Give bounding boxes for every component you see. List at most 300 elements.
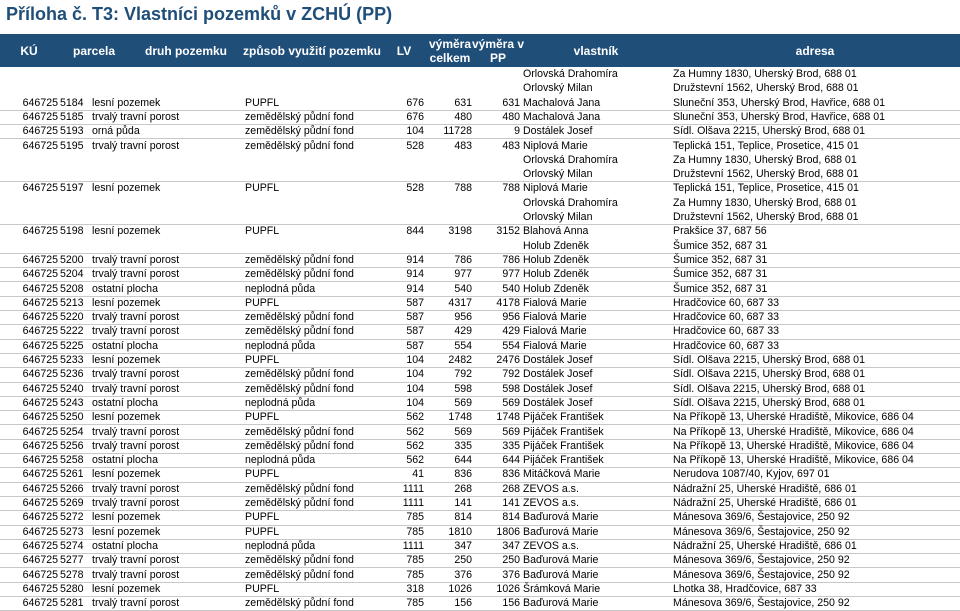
cell-vlastnik: Dostálek Josef bbox=[523, 125, 593, 138]
table-row bbox=[0, 124, 960, 139]
cell-lv: 318 bbox=[406, 582, 424, 595]
cell-lv: 785 bbox=[406, 597, 424, 610]
cell-ku: 646725 bbox=[22, 497, 58, 509]
cell-druh: orná půda bbox=[92, 125, 140, 138]
cell-ku: 646725 bbox=[22, 482, 58, 495]
cell-vyuziti: PUPFL bbox=[245, 225, 280, 238]
cell-adresa: Na Příkopě 13, Uherské Hradiště, Mikovice, 686 04 bbox=[673, 439, 914, 452]
cell-pp bbox=[474, 67, 520, 81]
cell-parcela: 5256 bbox=[60, 439, 84, 452]
cell-pp: 786 bbox=[502, 253, 520, 266]
cell-vyuziti bbox=[245, 210, 381, 224]
cell-lv bbox=[382, 239, 424, 253]
cell-druh: trvalý travní porost bbox=[92, 325, 180, 338]
cell-ku: 646725 bbox=[22, 368, 58, 381]
cell-ku: 646725 bbox=[22, 396, 58, 409]
header-vymera-pp-line1: výměra v bbox=[471, 36, 525, 51]
cell-parcela: 5266 bbox=[60, 482, 84, 495]
cell-druh: trvalý travní porost bbox=[92, 554, 180, 567]
table-row bbox=[0, 339, 960, 354]
header-parcela: parcela bbox=[72, 43, 116, 58]
cell-adresa: Sídl. Olšava 2215, Uherský Brod, 688 01 bbox=[673, 125, 865, 138]
cell-celkem: 569 bbox=[454, 396, 472, 409]
cell-adresa: Šumice 352, 687 31 bbox=[673, 268, 768, 281]
cell-lv bbox=[382, 210, 424, 224]
cell-adresa: Za Humny 1830, Uherský Brod, 688 01 bbox=[673, 196, 857, 209]
cell-adresa: Hradčovice 60, 687 33 bbox=[673, 339, 780, 352]
cell-lv: 914 bbox=[406, 253, 424, 266]
cell-ku: 646725 bbox=[22, 511, 58, 524]
cell-vlastnik: ZEVOS a.s. bbox=[523, 497, 579, 509]
table-row bbox=[0, 382, 960, 397]
cell-pp: 554 bbox=[502, 339, 520, 352]
cell-lv: 104 bbox=[406, 354, 424, 366]
cell-lv: 587 bbox=[406, 296, 424, 309]
cell-druh: lesní pozemek bbox=[92, 296, 161, 309]
cell-pp bbox=[474, 196, 520, 210]
table-row bbox=[0, 67, 960, 81]
cell-celkem: 554 bbox=[454, 339, 472, 352]
cell-adresa: Mánesova 369/6, Šestajovice, 250 92 bbox=[673, 597, 850, 610]
cell-druh: ostatní plocha bbox=[92, 339, 158, 352]
cell-celkem bbox=[426, 210, 472, 224]
cell-vlastnik: Baďurová Marie bbox=[523, 568, 599, 581]
cell-parcela: 5208 bbox=[60, 282, 84, 295]
cell-parcela: 5195 bbox=[60, 139, 84, 152]
cell-parcela: 5258 bbox=[60, 454, 84, 467]
cell-vyuziti: PUPFL bbox=[245, 354, 280, 366]
cell-vyuziti: zemědělský půdní fond bbox=[245, 439, 354, 452]
cell-ku bbox=[22, 67, 58, 81]
cell-druh: lesní pozemek bbox=[92, 96, 161, 109]
cell-vlastnik: Pijáček František bbox=[523, 411, 604, 424]
cell-vyuziti bbox=[245, 67, 381, 81]
cell-vlastnik: Niplová Marie bbox=[523, 139, 588, 152]
cell-celkem: 141 bbox=[454, 497, 472, 509]
cell-druh: trvalý travní porost bbox=[92, 425, 180, 438]
cell-vyuziti: PUPFL bbox=[245, 511, 280, 524]
cell-celkem: 335 bbox=[454, 439, 472, 452]
cell-vlastnik: Fialová Marie bbox=[523, 311, 587, 324]
table-row bbox=[0, 253, 960, 268]
cell-parcela: 5243 bbox=[60, 396, 84, 409]
cell-pp: 347 bbox=[502, 539, 520, 552]
cell-druh: trvalý travní porost bbox=[92, 568, 180, 581]
cell-lv: 587 bbox=[406, 311, 424, 324]
header-lv: LV bbox=[396, 43, 412, 58]
cell-vlastnik: Holub Zdeněk bbox=[523, 253, 589, 266]
cell-pp: 429 bbox=[502, 325, 520, 338]
cell-parcela: 5204 bbox=[60, 268, 84, 281]
cell-parcela: 5193 bbox=[60, 125, 84, 138]
cell-vyuziti: PUPFL bbox=[245, 182, 280, 195]
cell-vyuziti: zemědělský půdní fond bbox=[245, 110, 354, 123]
cell-parcela: 5225 bbox=[60, 339, 84, 352]
cell-celkem: 156 bbox=[454, 597, 472, 610]
cell-parcela: 5233 bbox=[60, 354, 84, 366]
cell-adresa: Hradčovice 60, 687 33 bbox=[673, 325, 780, 338]
cell-adresa: Hradčovice 60, 687 33 bbox=[673, 296, 780, 309]
cell-ku: 646725 bbox=[22, 296, 58, 309]
cell-lv: 587 bbox=[406, 339, 424, 352]
cell-lv: 562 bbox=[406, 411, 424, 424]
cell-vyuziti: zemědělský půdní fond bbox=[245, 311, 354, 324]
cell-adresa: Šumice 352, 687 31 bbox=[673, 239, 768, 252]
cell-vyuziti: zemědělský půdní fond bbox=[245, 325, 354, 338]
cell-vlastnik: Orlovská Drahomíra bbox=[523, 153, 618, 166]
cell-druh: ostatní plocha bbox=[92, 539, 158, 552]
cell-lv bbox=[382, 196, 424, 210]
cell-vyuziti: neplodná půda bbox=[245, 396, 316, 409]
cell-vyuziti: neplodná půda bbox=[245, 454, 316, 467]
cell-druh: trvalý travní porost bbox=[92, 497, 180, 509]
cell-celkem: 569 bbox=[454, 425, 472, 438]
cell-ku: 646725 bbox=[22, 425, 58, 438]
cell-vyuziti: PUPFL bbox=[245, 468, 280, 481]
cell-ku: 646725 bbox=[22, 139, 58, 152]
cell-celkem: 483 bbox=[454, 139, 472, 152]
cell-adresa: Sídl. Olšava 2215, Uherský Brod, 688 01 bbox=[673, 368, 865, 381]
cell-lv: 844 bbox=[406, 225, 424, 238]
cell-adresa: Sluneční 353, Uherský Brod, Havřice, 688 01 bbox=[673, 96, 885, 109]
cell-vyuziti: zemědělský půdní fond bbox=[245, 139, 354, 152]
cell-vlastnik: Fialová Marie bbox=[523, 325, 587, 338]
cell-celkem bbox=[426, 196, 472, 210]
cell-pp: 631 bbox=[502, 96, 520, 109]
cell-druh bbox=[92, 81, 242, 95]
table-row bbox=[0, 296, 960, 311]
cell-pp: 1748 bbox=[496, 411, 520, 424]
cell-ku bbox=[22, 196, 58, 210]
cell-adresa: Mánesova 369/6, Šestajovice, 250 92 bbox=[673, 568, 850, 581]
cell-parcela: 5197 bbox=[60, 182, 84, 195]
cell-parcela: 5250 bbox=[60, 411, 84, 424]
cell-vlastnik: Holub Zdeněk bbox=[523, 239, 589, 252]
cell-druh: ostatní plocha bbox=[92, 396, 158, 409]
cell-lv: 104 bbox=[406, 368, 424, 381]
cell-vyuziti: zemědělský půdní fond bbox=[245, 125, 354, 138]
cell-vyuziti: neplodná půda bbox=[245, 282, 316, 295]
header-vyuziti: způsob využití pozemku bbox=[242, 43, 381, 58]
cell-ku: 646725 bbox=[22, 96, 58, 109]
cell-celkem: 786 bbox=[454, 253, 472, 266]
table-row bbox=[0, 482, 960, 497]
cell-vlastnik: Baďurová Marie bbox=[523, 554, 599, 567]
cell-adresa: Družstevní 1562, Uherský Brod, 688 01 bbox=[673, 168, 859, 181]
cell-vlastnik: ZEVOS a.s. bbox=[523, 539, 579, 552]
cell-adresa: Sídl. Olšava 2215, Uherský Brod, 688 01 bbox=[673, 382, 865, 395]
cell-vyuziti bbox=[245, 81, 381, 95]
cell-vyuziti: zemědělský půdní fond bbox=[245, 482, 354, 495]
cell-celkem: 3198 bbox=[448, 225, 472, 238]
cell-vlastnik: Pijáček František bbox=[523, 439, 604, 452]
cell-pp: 376 bbox=[502, 568, 520, 581]
cell-vlastnik: Dostálek Josef bbox=[523, 382, 593, 395]
cell-vyuziti: PUPFL bbox=[245, 582, 280, 595]
cell-vlastnik: Holub Zdeněk bbox=[523, 282, 589, 295]
cell-ku: 646725 bbox=[22, 325, 58, 338]
cell-pp: 4178 bbox=[496, 296, 520, 309]
cell-adresa: Na Příkopě 13, Uherské Hradiště, Mikovice, 686 04 bbox=[673, 411, 914, 424]
cell-pp: 956 bbox=[502, 311, 520, 324]
cell-ku bbox=[22, 153, 58, 167]
cell-lv: 528 bbox=[406, 182, 424, 195]
cell-pp: 268 bbox=[502, 482, 520, 495]
cell-druh: trvalý travní porost bbox=[92, 368, 180, 381]
cell-celkem bbox=[426, 67, 472, 81]
cell-lv bbox=[382, 81, 424, 95]
cell-celkem: 836 bbox=[454, 468, 472, 481]
cell-ku: 646725 bbox=[22, 339, 58, 352]
cell-druh: lesní pozemek bbox=[92, 411, 161, 424]
cell-adresa: Sídl. Olšava 2215, Uherský Brod, 688 01 bbox=[673, 396, 865, 409]
cell-pp: 1026 bbox=[496, 582, 520, 595]
cell-parcela: 5198 bbox=[60, 225, 84, 238]
cell-adresa: Nádražní 25, Uherské Hradiště, 686 01 bbox=[673, 539, 857, 552]
cell-adresa: Sídl. Olšava 2215, Uherský Brod, 688 01 bbox=[673, 354, 865, 366]
cell-parcela: 5272 bbox=[60, 511, 84, 524]
cell-pp: 569 bbox=[502, 425, 520, 438]
cell-parcela: 5269 bbox=[60, 497, 84, 509]
cell-vyuziti: zemědělský půdní fond bbox=[245, 497, 354, 509]
cell-pp: 836 bbox=[502, 468, 520, 481]
cell-druh: trvalý travní porost bbox=[92, 482, 180, 495]
cell-ku: 646725 bbox=[22, 282, 58, 295]
cell-parcela: 5236 bbox=[60, 368, 84, 381]
cell-vyuziti bbox=[245, 239, 381, 253]
cell-celkem: 977 bbox=[454, 268, 472, 281]
cell-druh bbox=[92, 167, 242, 181]
cell-celkem: 644 bbox=[454, 454, 472, 467]
header-vymera-celkem-line1: výměra bbox=[428, 36, 472, 51]
header-adresa: adresa bbox=[795, 43, 835, 58]
cell-lv: 587 bbox=[406, 325, 424, 338]
cell-vlastnik: Orlovský Milan bbox=[523, 168, 593, 181]
table-row bbox=[0, 81, 960, 95]
cell-vlastnik: Machalová Jana bbox=[523, 96, 601, 109]
cell-vyuziti: zemědělský půdní fond bbox=[245, 425, 354, 438]
cell-ku: 646725 bbox=[22, 554, 58, 567]
header-vymera-celkem-line2: celkem bbox=[429, 50, 471, 65]
table-row bbox=[0, 167, 960, 182]
table-row bbox=[0, 596, 960, 611]
cell-celkem bbox=[426, 167, 472, 181]
cell-celkem: 376 bbox=[454, 568, 472, 581]
cell-vlastnik: Mitáčková Marie bbox=[523, 468, 601, 481]
cell-celkem bbox=[426, 239, 472, 253]
table-row bbox=[0, 568, 960, 583]
cell-druh bbox=[92, 239, 242, 253]
cell-celkem: 429 bbox=[454, 325, 472, 338]
cell-vyuziti: PUPFL bbox=[245, 296, 280, 309]
table-row bbox=[0, 153, 960, 167]
cell-vyuziti bbox=[245, 196, 381, 210]
table-row bbox=[0, 139, 960, 153]
cell-ku: 646725 bbox=[22, 525, 58, 538]
cell-celkem: 11728 bbox=[443, 125, 472, 138]
cell-druh: trvalý travní porost bbox=[92, 382, 180, 395]
cell-parcela: 5220 bbox=[60, 311, 84, 324]
cell-druh bbox=[92, 196, 242, 210]
cell-pp: 156 bbox=[502, 597, 520, 610]
cell-vlastnik: Machalová Jana bbox=[523, 110, 601, 123]
cell-druh: lesní pozemek bbox=[92, 511, 161, 524]
cell-ku bbox=[22, 210, 58, 224]
cell-druh: trvalý travní porost bbox=[92, 597, 180, 610]
cell-pp: 250 bbox=[502, 554, 520, 567]
table-row bbox=[0, 324, 960, 339]
cell-pp: 483 bbox=[502, 139, 520, 152]
cell-pp bbox=[474, 167, 520, 181]
cell-pp: 792 bbox=[502, 368, 520, 381]
cell-celkem: 250 bbox=[454, 554, 472, 567]
cell-pp: 141 bbox=[502, 497, 520, 509]
cell-ku: 646725 bbox=[22, 125, 58, 138]
cell-vyuziti: PUPFL bbox=[245, 96, 280, 109]
cell-ku: 646725 bbox=[22, 568, 58, 581]
cell-vyuziti: PUPFL bbox=[245, 411, 280, 424]
table-row bbox=[0, 96, 960, 111]
cell-lv bbox=[382, 153, 424, 167]
cell-lv: 104 bbox=[406, 382, 424, 395]
table-row bbox=[0, 181, 960, 195]
cell-vlastnik: Orlovský Milan bbox=[523, 211, 593, 223]
cell-pp bbox=[474, 239, 520, 253]
cell-druh: lesní pozemek bbox=[92, 525, 161, 538]
cell-vyuziti: zemědělský půdní fond bbox=[245, 368, 354, 381]
cell-ku: 646725 bbox=[22, 253, 58, 266]
cell-parcela: 5185 bbox=[60, 110, 84, 123]
header-druh: druh pozemku bbox=[144, 43, 227, 58]
cell-vlastnik: Pijáček František bbox=[523, 454, 604, 467]
cell-vyuziti: zemědělský půdní fond bbox=[245, 382, 354, 395]
cell-ku bbox=[22, 167, 58, 181]
cell-pp bbox=[474, 81, 520, 95]
cell-lv: 104 bbox=[406, 396, 424, 409]
cell-lv: 785 bbox=[406, 525, 424, 538]
cell-pp: 540 bbox=[502, 282, 520, 295]
cell-celkem: 2482 bbox=[448, 354, 472, 366]
table-header bbox=[0, 34, 960, 67]
cell-celkem: 480 bbox=[454, 110, 472, 123]
cell-vlastnik: Dostálek Josef bbox=[523, 368, 593, 381]
cell-vlastnik: Niplová Marie bbox=[523, 182, 588, 195]
cell-adresa: Šumice 352, 687 31 bbox=[673, 253, 768, 266]
cell-celkem: 540 bbox=[454, 282, 472, 295]
cell-celkem: 788 bbox=[454, 182, 472, 195]
header-ku: KÚ bbox=[20, 43, 38, 58]
cell-adresa: Hradčovice 60, 687 33 bbox=[673, 311, 780, 324]
cell-vlastnik: Baďurová Marie bbox=[523, 511, 599, 524]
cell-pp: 1806 bbox=[496, 525, 520, 538]
cell-parcela: 5184 bbox=[60, 96, 84, 109]
cell-parcela: 5277 bbox=[60, 554, 84, 567]
cell-adresa: Za Humny 1830, Uherský Brod, 688 01 bbox=[673, 68, 857, 80]
cell-lv: 676 bbox=[406, 110, 424, 123]
cell-lv: 562 bbox=[406, 454, 424, 467]
cell-parcela: 5213 bbox=[60, 296, 84, 309]
cell-ku: 646725 bbox=[22, 439, 58, 452]
cell-adresa: Za Humny 1830, Uherský Brod, 688 01 bbox=[673, 153, 857, 166]
cell-vlastnik: Orlovský Milan bbox=[523, 82, 593, 95]
cell-parcela: 5273 bbox=[60, 525, 84, 538]
cell-adresa: Nádražní 25, Uherské Hradiště, 686 01 bbox=[673, 497, 857, 509]
cell-druh bbox=[92, 153, 242, 167]
cell-celkem: 4317 bbox=[448, 296, 472, 309]
cell-celkem: 956 bbox=[454, 311, 472, 324]
cell-druh: lesní pozemek bbox=[92, 354, 161, 366]
cell-vyuziti: PUPFL bbox=[245, 525, 280, 538]
cell-adresa: Mánesova 369/6, Šestajovice, 250 92 bbox=[673, 511, 850, 524]
cell-vlastnik: ZEVOS a.s. bbox=[523, 482, 579, 495]
cell-ku: 646725 bbox=[22, 539, 58, 552]
cell-pp: 9 bbox=[514, 125, 520, 138]
cell-celkem: 631 bbox=[454, 96, 472, 109]
cell-ku: 646725 bbox=[22, 311, 58, 324]
cell-celkem: 598 bbox=[454, 382, 472, 395]
cell-druh bbox=[92, 67, 242, 81]
table-row bbox=[0, 282, 960, 297]
cell-parcela: 5240 bbox=[60, 382, 84, 395]
table-row bbox=[0, 353, 960, 368]
cell-ku: 646725 bbox=[22, 411, 58, 424]
cell-ku: 646725 bbox=[22, 382, 58, 395]
cell-adresa: Teplická 151, Teplice, Prosetice, 415 01 bbox=[673, 139, 859, 152]
cell-vyuziti bbox=[245, 167, 381, 181]
table-row bbox=[0, 267, 960, 282]
table-row bbox=[0, 453, 960, 468]
cell-druh: ostatní plocha bbox=[92, 282, 158, 295]
cell-vlastnik: Orlovská Drahomíra bbox=[523, 68, 618, 80]
cell-druh: trvalý travní porost bbox=[92, 110, 180, 123]
cell-vlastnik: Baďurová Marie bbox=[523, 597, 599, 610]
cell-druh: trvalý travní porost bbox=[92, 253, 180, 266]
header-vlastnik: vlastník bbox=[573, 43, 619, 58]
cell-vlastnik: Fialová Marie bbox=[523, 296, 587, 309]
cell-celkem bbox=[426, 81, 472, 95]
cell-lv: 676 bbox=[406, 96, 424, 109]
cell-celkem: 792 bbox=[454, 368, 472, 381]
cell-vyuziti: zemědělský půdní fond bbox=[245, 568, 354, 581]
table-row bbox=[0, 210, 960, 225]
cell-adresa: Nádražní 25, Uherské Hradiště, 686 01 bbox=[673, 482, 857, 495]
cell-parcela: 5200 bbox=[60, 253, 84, 266]
cell-vlastnik: Orlovská Drahomíra bbox=[523, 196, 618, 209]
cell-celkem: 347 bbox=[454, 539, 472, 552]
table-row bbox=[0, 496, 960, 511]
cell-celkem: 268 bbox=[454, 482, 472, 495]
cell-adresa: Sluneční 353, Uherský Brod, Havřice, 688 01 bbox=[673, 110, 885, 123]
table-row bbox=[0, 310, 960, 325]
cell-lv: 562 bbox=[406, 439, 424, 452]
cell-adresa: Teplická 151, Teplice, Prosetice, 415 01 bbox=[673, 182, 859, 195]
cell-adresa: Nerudova 1087/40, Kyjov, 697 01 bbox=[673, 468, 830, 481]
cell-lv: 41 bbox=[412, 468, 424, 481]
cell-ku: 646725 bbox=[22, 354, 58, 366]
table-row bbox=[0, 425, 960, 440]
cell-pp: 569 bbox=[502, 396, 520, 409]
cell-druh: lesní pozemek bbox=[92, 582, 161, 595]
cell-vlastnik: Pijáček František bbox=[523, 425, 604, 438]
cell-adresa: Družstevní 1562, Uherský Brod, 688 01 bbox=[673, 211, 859, 223]
cell-pp: 335 bbox=[502, 439, 520, 452]
cell-pp bbox=[474, 153, 520, 167]
cell-vlastnik: Blahová Anna bbox=[523, 225, 589, 238]
table-row bbox=[0, 410, 960, 425]
cell-lv bbox=[382, 167, 424, 181]
cell-druh: ostatní plocha bbox=[92, 454, 158, 467]
table-row bbox=[0, 510, 960, 525]
